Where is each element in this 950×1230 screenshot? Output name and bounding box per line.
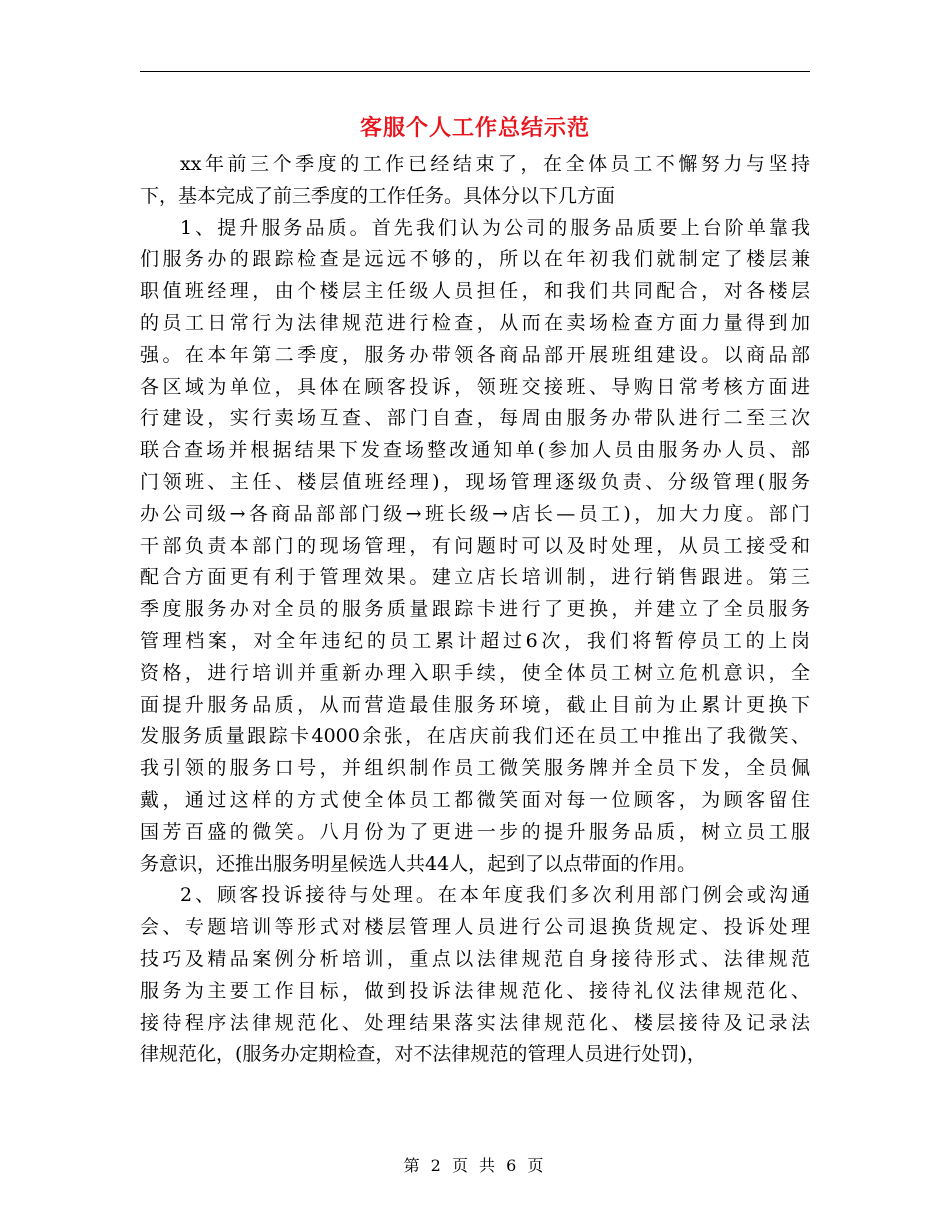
body-line: 办公司级→各商品部部门级→班长级→店长—员工)，加大力度。部门 [140,502,810,525]
body-line: 资格，进行培训并重新办理入职手续，使全体员工树立危机意识，全 [140,661,810,684]
body-line: 服务为主要工作目标，做到投诉法律规范化、接待礼仪法律规范化、 [140,979,810,1002]
body-line: 接待程序法律规范化、处理结果落实法律规范化、楼层接待及记录法 [140,1011,810,1034]
body-line: 配合方面更有利于管理效果。建立店长培训制，进行销售跟进。第三 [140,566,810,589]
document-body [140,149,810,1071]
page-footer: 第 2 页 共 6 页 [403,1156,547,1175]
body-line: 面提升服务品质，从而营造最佳服务环境，截止目前为止累计更换下 [140,693,810,716]
body-line: xx年前三个季度的工作已经结束了，在全体员工不懈努力与坚持 [180,153,810,175]
body-line: 戴，通过这样的方式使全体员工都微笑面对每一位顾客，为顾客留住 [140,788,810,811]
body-line: 联合查场并根据结果下发查场整改通知单(参加人员由服务办人员、部 [140,439,810,462]
body-line: 们服务办的跟踪检查是远远不够的，所以在年初我们就制定了楼层兼 [140,248,810,271]
body-line: 的员工日常行为法律规范进行检查，从而在卖场检查方面力量得到加 [140,311,810,334]
body-line: 干部负责本部门的现场管理，有问题时可以及时处理，从员工接受和 [140,534,810,557]
body-line: 各区域为单位，具体在顾客投诉，领班交接班、导购日常考核方面进 [140,375,810,398]
body-line: 会、专题培训等形式对楼层管理人员进行公司退换货规定、投诉处理 [140,916,810,939]
body-line: 下，基本完成了前三季度的工作任务。具体分以下几方面 [140,184,616,207]
body-line: 管理档案，对全年违纪的员工累计超过6次，我们将暂停员工的上岗 [140,629,810,652]
body-line: 务意识，还推出服务明星候选人共44人，起到了以点带面的作用。 [140,852,697,875]
header-rule [140,71,810,72]
body-line: 2、顾客投诉接待与处理。在本年度我们多次利用部门例会或沟通 [180,884,810,907]
body-line: 门领班、主任、楼层值班经理)，现场管理逐级负责、分级管理(服务 [140,470,810,493]
body-line: 律规范化，(服务办定期检查，对不法律规范的管理人员进行处罚)， [140,1043,706,1066]
body-line: 季度服务办对全员的服务质量跟踪卡进行了更换，并建立了全员服务 [140,598,810,621]
body-line: 国芳百盛的微笑。八月份为了更进一步的提升服务品质，树立员工服 [140,820,810,843]
body-line: 发服务质量跟踪卡4000余张，在店庆前我们还在员工中推出了我微笑、 [140,725,810,748]
body-line: 职值班经理，由个楼层主任级人员担任，和我们共同配合，对各楼层 [140,280,810,303]
body-line: 技巧及精品案例分析培训，重点以法律规范自身接待形式、法律规范 [140,947,810,970]
body-line: 我引领的服务口号，并组织制作员工微笑服务牌并全员下发，全员佩 [140,757,810,780]
document-title: 客服个人工作总结示范 [359,115,590,141]
body-line: 强。在本年第二季度，服务办带领各商品部开展班组建设。以商品部 [140,343,810,366]
body-line: 行建设，实行卖场互查、部门自查，每周由服务办带队进行二至三次 [140,407,810,430]
body-line: 1、提升服务品质。首先我们认为公司的服务品质要上台阶单靠我 [180,216,810,239]
